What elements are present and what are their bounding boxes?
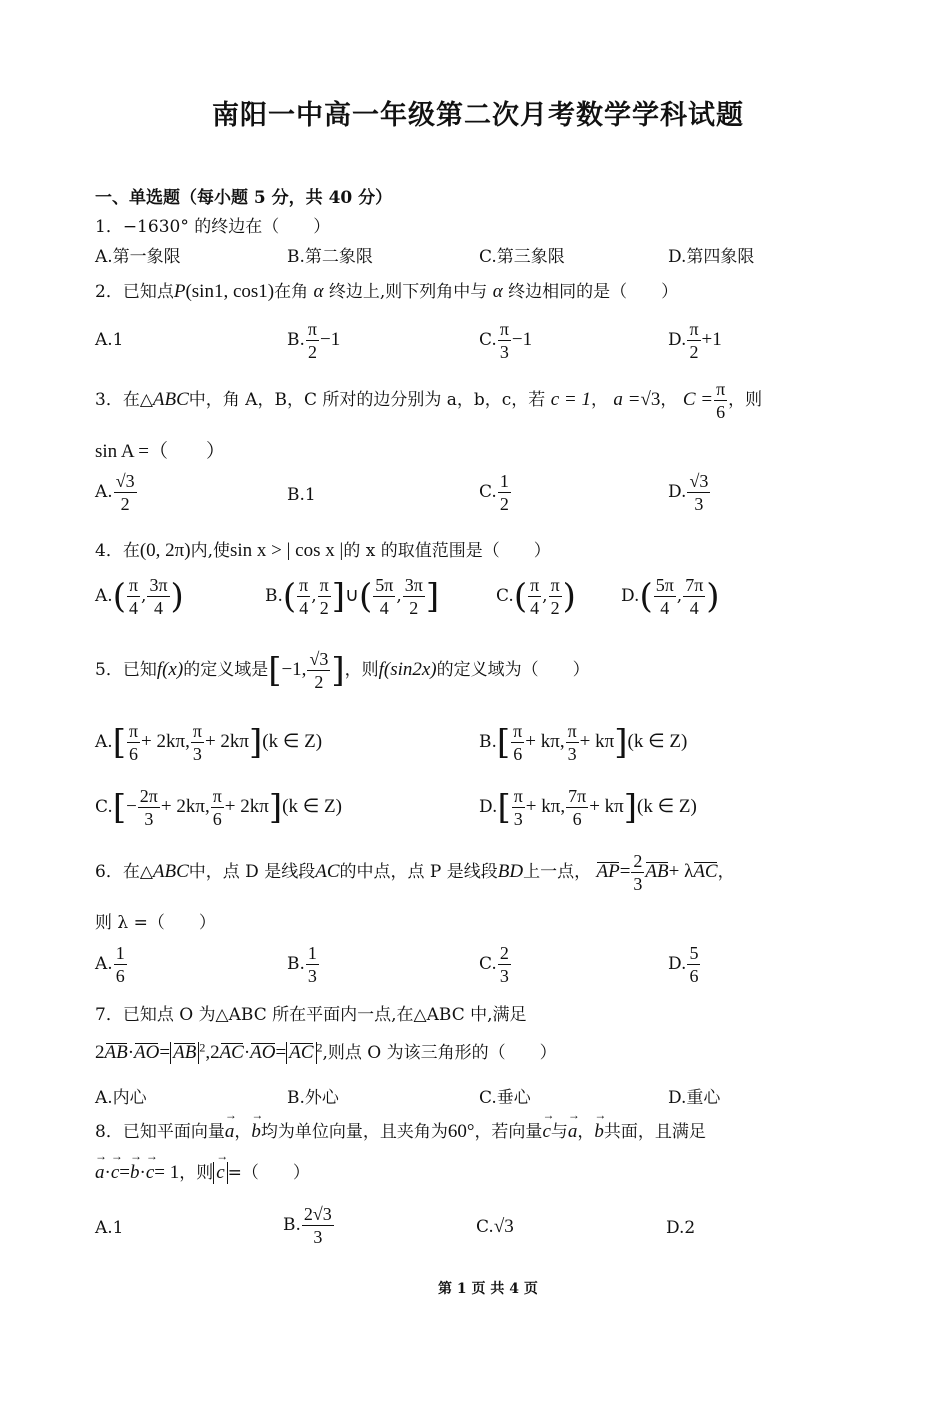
q1-option-b[interactable]: B.第二象限 xyxy=(287,247,373,267)
section-heading: 一、单选题（每小题 5 分，共 40 分） xyxy=(95,188,393,208)
q7-option-a[interactable]: A.内心 xyxy=(95,1088,147,1108)
q5-option-d[interactable]: D.[ $\frac{\pi}{3}$ + kπ, $\frac{7\pi}{6}$ + kπ](k ∈ Z) xyxy=(479,786,697,829)
q8-option-d[interactable]: D.2 xyxy=(666,1218,696,1238)
q3-option-c[interactable]: C. $\frac{1}{2}$ xyxy=(479,471,509,514)
page-footer: 第 1 页 共 4 页 xyxy=(438,1281,538,1297)
q7-option-b[interactable]: B.外心 xyxy=(287,1088,339,1108)
q4-stem: 4．在(0, 2π)内,使sin x > | cos x |的 x 的取值范围是（ ） xyxy=(95,540,551,561)
q1-option-c[interactable]: C.第三象限 xyxy=(479,247,565,267)
q6-option-d[interactable]: D. $\frac{5}{6}$ xyxy=(668,943,699,986)
q3-option-a[interactable]: A. $\frac{√3}{2}$ xyxy=(95,471,135,514)
q2-option-c[interactable]: C. $\frac{\pi}{3}$ −1 xyxy=(479,319,533,362)
q1-stem: 1．−1630° 的终边在（ ） xyxy=(95,217,331,237)
q2-stem: 2．已知点P(sin1, cos1)在角 α 终边上,则下列角中与 α 终边相同的是（ ） xyxy=(95,281,679,302)
q6-stem: 6．在△ABC中，点 D 是线段AC的中点，点 P 是线段BD上一点， AP= $\frac{2}{3}$ AB+ λAC， xyxy=(95,851,735,894)
q7-stem: 7．已知点 O 为△ABC 所在平面内一点,在△ABC 中,满足 xyxy=(95,1005,527,1025)
q8-stem: 8．已知平面向量→ a，→ b均为单位向量，且夹角为60°，若向量→ c与→ a，→ b共面，且满足 xyxy=(95,1117,706,1143)
q5-stem: 5．已知f(x)的定义域是[−1, $\frac{√3}{2}$ ]，则f(sin2x)的定义域为（ ） xyxy=(95,649,590,692)
q3-option-b[interactable]: B.1 xyxy=(287,485,316,505)
q6-option-b[interactable]: B. $\frac{1}{3}$ xyxy=(287,943,317,986)
q7-condition: 2AB·AO= AB $^2$,2AC·AO= AC $^2$,则点 O 为该三角形的（ ） xyxy=(95,1040,557,1063)
q5-option-c[interactable]: C.[− $\frac{2\pi}{3}$ + 2kπ, $\frac{\pi}{6}$ + 2kπ](k ∈ Z) xyxy=(95,786,342,829)
q7-option-c[interactable]: C.垂心 xyxy=(479,1088,531,1108)
q1-option-a[interactable]: A.第一象限 xyxy=(95,247,181,267)
q4-option-c[interactable]: C.( $\frac{\pi}{4}$ , $\frac{\pi}{2}$ ) xyxy=(496,575,576,618)
q5-option-b[interactable]: B.[ $\frac{\pi}{6}$ + kπ, $\frac{\pi}{3}$ + kπ](k ∈ Z) xyxy=(479,721,688,764)
q7-option-d[interactable]: D.重心 xyxy=(668,1088,721,1108)
q3-stem: 3．在△ABC中，角 A，B，C 所对的边分别为 a，b，c，若 c = 1， a =√3， C = $\frac{\pi}{6}$ ，则 xyxy=(95,379,763,422)
q1-option-d[interactable]: D.第四象限 xyxy=(668,247,755,267)
q6-stem-line2: 则 λ =（ ） xyxy=(95,913,216,933)
q4-option-d[interactable]: D.( $\frac{5\pi}{4}$ , $\frac{7\pi}{4}$ ) xyxy=(621,575,720,618)
q8-option-a[interactable]: A.1 xyxy=(95,1218,124,1238)
q6-option-a[interactable]: A. $\frac{1}{6}$ xyxy=(95,943,125,986)
q2-option-d[interactable]: D. $\frac{\pi}{2}$ +1 xyxy=(668,319,722,362)
q4-option-b[interactable]: B.( $\frac{\pi}{4}$ , $\frac{\pi}{2}$ ]∪( $\frac{5\pi}{4}$ , $\frac{3\pi}{2}$ ] xyxy=(265,575,440,618)
q8-condition: → a·→ c=→ b·→ c= 1，则→ c =（ ） xyxy=(95,1158,310,1184)
page-title: 南阳一中高一年级第二次月考数学学科试题 xyxy=(212,100,744,131)
q6-option-c[interactable]: C. $\frac{2}{3}$ xyxy=(479,943,509,986)
q4-option-a[interactable]: A.( $\frac{\pi}{4}$ , $\frac{3\pi}{4}$ ) xyxy=(95,575,184,618)
q3-option-d[interactable]: D. $\frac{√3}{3}$ xyxy=(668,471,709,514)
q3-stem-line2: sin A =（ ） xyxy=(95,441,226,462)
q2-option-b[interactable]: B. $\frac{\pi}{2}$ −1 xyxy=(287,319,341,362)
q8-option-b[interactable]: B. $\frac{2√3}{3}$ xyxy=(283,1204,332,1247)
q2-option-a[interactable]: A.1 xyxy=(95,330,124,350)
q5-option-a[interactable]: A.[ $\frac{\pi}{6}$ + 2kπ, $\frac{\pi}{3}$ + 2kπ](k ∈ Z) xyxy=(95,721,323,764)
q8-option-c[interactable]: C.√3 xyxy=(476,1216,514,1237)
